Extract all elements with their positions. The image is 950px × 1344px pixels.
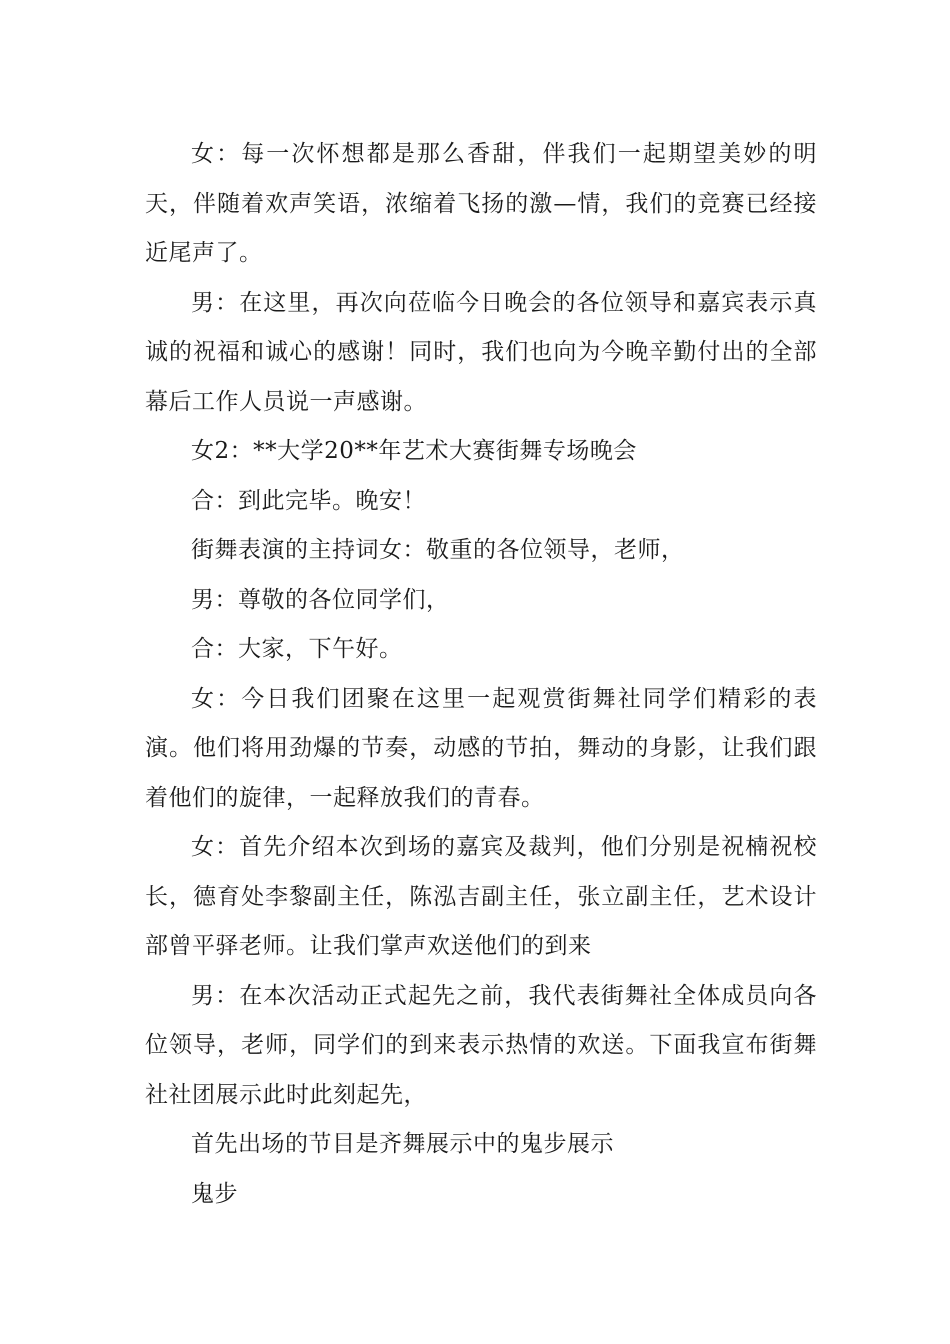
- paragraph: 首先出场的节目是齐舞展示中的鬼步展示: [191, 1131, 614, 1157]
- document-body: [145, 130, 817, 1219]
- paragraph: 男：在这里，再次向莅临今日晚会的各位领导和嘉宾表示真诚的祝福和诚心的感谢！同时，我们也向为今晚辛勤付出的全部幕后工作人员说一声感谢。: [145, 289, 817, 415]
- paragraph: 街舞表演的主持词女：敬重的各位领导，老师，: [191, 537, 685, 563]
- paragraph: 女：今日我们团聚在这里一起观赏街舞社同学们精彩的表演。他们将用劲爆的节奏，动感的节拍，舞动的身影，让我们跟着他们的旋律，一起释放我们的青春。: [145, 685, 817, 811]
- paragraph: 女2：**大学20**年艺术大赛街舞专场晚会: [191, 438, 637, 464]
- paragraph: 合：大家，下午好。: [191, 636, 403, 662]
- paragraph: 女：首先介绍本次到场的嘉宾及裁判，他们分别是祝楠祝校长，德育处李黎副主任，陈泓吉副主任，张立副主任，艺术设计部曾平驿老师。让我们掌声欢送他们的到来: [145, 834, 817, 959]
- paragraph: 男：尊敬的各位同学们，: [191, 586, 450, 613]
- paragraph: 男：在本次活动正式起先之前，我代表街舞社全体成员向各位领导，老师，同学们的到来表示热情的欢送。下面我宣布街舞社社团展示此时此刻起先，: [145, 982, 817, 1108]
- paragraph: 鬼步: [191, 1180, 238, 1207]
- paragraph: 女：每一次怀想都是那么香甜，伴我们一起期望美妙的明天，伴随着欢声笑语，浓缩着飞扬的激—情，我们的竞赛已经接近尾声了。: [145, 141, 817, 266]
- paragraph: 合：到此完毕。晚安！: [191, 487, 426, 514]
